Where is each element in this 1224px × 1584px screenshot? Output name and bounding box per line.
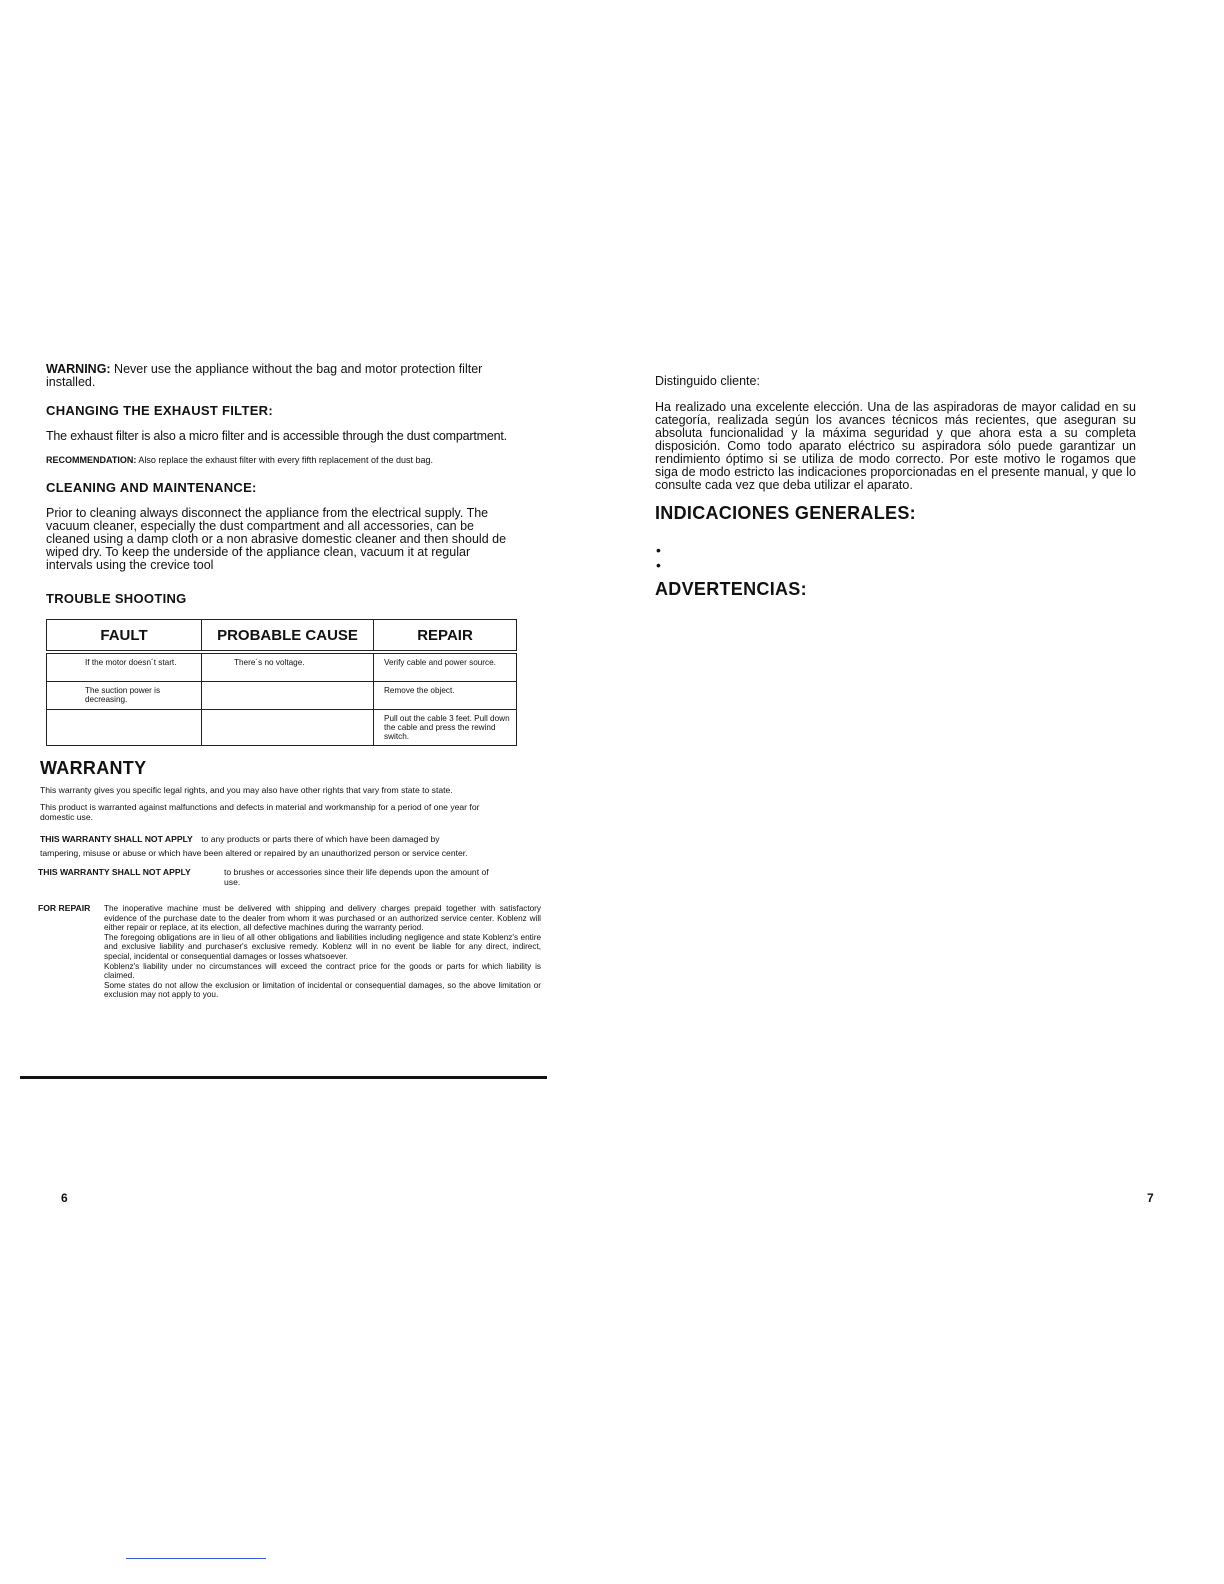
warranty-not-apply-1-cont: tampering, misuse or abuse or which have been altered or repaired by an unauthorized person or service center. [40,848,468,858]
page-number-right: 7 [1147,1191,1154,1205]
table-row [47,652,517,681]
changing-filter-heading: CHANGING THE EXHAUST FILTER: [46,403,273,418]
recommendation-label: RECOMMENDATION: [46,455,137,465]
warranty-p1: This warranty gives you specific legal rights, and you may also have other rights that vary from state to state. [40,785,453,795]
for-repair-label: FOR REPAIR [38,903,91,913]
table-row [47,681,517,709]
trouble-heading: TROUBLE SHOOTING [46,591,187,606]
warranty-not-apply-1 [40,835,540,845]
repair-paragraph: The inoperative machine must be delivered with shipping and delivery charges prepaid together with satisfactory evidence of the purchase date to the dealer from whom it was purchased or an authorized service center. Koblenz will either repair or replace, at its election, all defective machines during the warranty period. [104,904,541,933]
table-cell: Remove the object. [374,681,517,709]
for-repair-body [104,904,541,1000]
page-divider-rule [20,1076,547,1079]
recommendation-note [46,455,526,465]
warning-text: Never use the appliance without the bag and motor protection filter installed. [46,362,483,389]
warning-label: WARNING: [46,362,111,376]
warning-note [46,363,516,389]
table-cell: If the motor doesn´t start. [47,652,202,681]
not-apply-text: to brushes or accessories since their life depends upon the amount of use. [224,867,489,887]
page-number-left: 6 [61,1191,68,1205]
bullet-item: • [656,557,661,573]
not-apply-label: THIS WARRANTY SHALL NOT APPLY [40,834,193,844]
table-cell: Verify cable and power source. [374,652,517,681]
col-header-repair: REPAIR [374,620,517,653]
recommendation-text: Also replace the exhaust filter with every fifth replacement of the dust bag. [136,455,433,465]
repair-paragraph: The foregoing obligations are in lieu of all other obligations and liabilities including negligence and state Koblenz's entire and exclusive liability and purchaser's exclusive remedy. Koblenz will in no event be liable for any direct, indirect, special, incidental or consequential damages or losses whatsoever. [104,932,541,961]
table-cell [202,681,374,709]
table-cell: Pull out the cable 3 feet. Pull down the cable and press the rewind switch. [374,709,517,745]
cleaning-heading: CLEANING AND MAINTENANCE: [46,480,257,495]
table-row [47,709,517,745]
general-indications-heading: INDICACIONES GENERALES: [655,503,916,523]
repair-paragraph: Koblenz's liability under no circumstances will exceed the contract price for the goods or parts for which liability is claimed. [104,961,541,981]
warranty-p2: This product is warranted against malfunctions and defects in material and workmanship for a period of one year for domestic use. [40,802,480,822]
table-cell [47,709,202,745]
warnings-heading: ADVERTENCIAS: [655,579,807,599]
warranty-heading: WARRANTY [40,758,147,778]
col-header-fault: FAULT [47,620,202,653]
greeting: Distinguido cliente: [655,374,760,388]
table-cell: The suction power is decreasing. [47,681,202,709]
intro-paragraph: Ha realizado una excelente elección. Una de las aspiradoras de mayor calidad en su categoría, realizada según los avances técnicos más recientes, que aseguran su absoluta funcionalidad y la máxima seguridad y que ahora esta a su completa disposición. Como todo aparato eléctrico su aspiradora sólo puede garantizar un rendimiento óptimo si se utiliza de modo correcto. Por este motivo le rogamos que siga de modo estricto las indicaciones proporcionadas en el presente manual, y que lo consulte cada vez que deba utilizar el aparato. [655,400,1136,492]
trouble-table [46,619,517,746]
table-cell [202,709,374,745]
col-header-cause: PROBABLE CAUSE [202,620,374,653]
not-apply-text: to any products or parts there of which have been damaged by [201,834,440,844]
footer-link-line [126,1558,266,1559]
table-header-row [47,620,517,653]
changing-filter-text: The exhaust filter is also a micro filter and is accessible through the dust compartment. [46,429,507,443]
not-apply-label: THIS WARRANTY SHALL NOT APPLY [38,867,191,877]
bullet-item: • [656,542,661,558]
cleaning-text: Prior to cleaning always disconnect the appliance from the electrical supply. The vacuum cleaner, especially the dust compartment and all accessories, can be cleaned using a damp cloth or a non abrasive domestic cleaner and then should de wiped dry. To keep the underside of the appliance clean, vacuum it at regular intervals using the crevice tool [46,506,507,572]
table-cell: There´s no voltage. [202,652,374,681]
repair-paragraph: Some states do not allow the exclusion or limitation of incidental or consequential damages, so the above limitation or exclusion may not apply to you. [104,980,541,1000]
